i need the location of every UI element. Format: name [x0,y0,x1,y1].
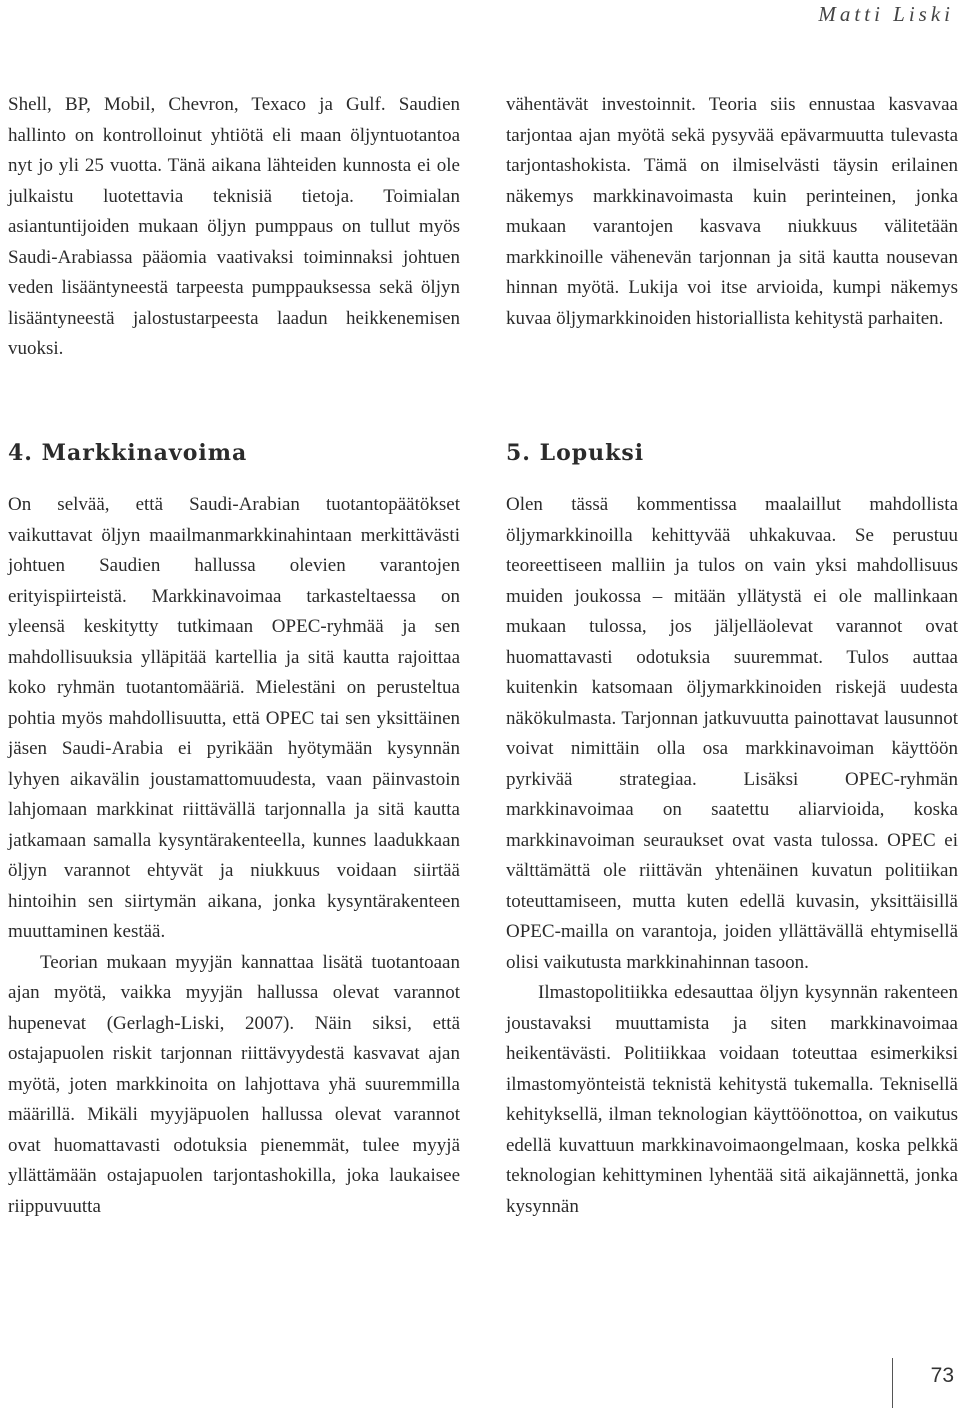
lopuksi-paragraph-2: Ilmastopolitiikka edesauttaa öljyn kysynnän rakenteen joustavaksi muuttamista ja siten markkinavoimaa heikentävästi. Politiikkaa voidaan toteuttaa esimerkiksi ilmastomyönteistä teknistä kehitystä tukemalla. Teknisellä kehityksellä, ilman teknologian käyttöönottoa, on vaikutus edellä kuvattuun markkinavoimaongelmaan, koska pelkkä teknologian kehittyminen lyhentää sitä aikajännettä, jonka kysynnän [506,982,958,1217]
section-heading-markkinavoima: 4. Markkinavoima [8,440,248,466]
left-column [8,90,460,1217]
section-body-lopuksi [506,490,958,1222]
left-top-paragraph: Shell, BP, Mobil, Chevron, Texaco ja Gulf. Saudien hallinto on kontrolloinut yhtiötä eli maan öljyntuotantoa nyt jo yli 25 vuotta. Tänä aikana lähteiden kunnosta ei ole julkaistu luotettavia teknisiä tietoja. Toimialan asiantuntijoiden mukaan öljyn pumppaus on tullut myös Saudi-Arabiassa pääomia vaativaksi toiminnaksi johtuen veden lisääntyneestä tarpeesta pumppauksessa sekä öljyn lisääntyneestä jalostustarpeesta laadun heikkenemisen vuoksi. [8,94,460,359]
running-head-author: Matti Liski [818,2,954,26]
markkinavoima-paragraph-1: On selvää, että Saudi-Arabian tuotantopäätökset vaikuttavat öljyn maailmanmarkkinahintaan merkittävästi johtuen Saudien hallussa olevien varantojen erityispiirteistä. Markkinavoimaa tarkasteltaessa on yleensä keskitytty tutkimaan OPEC-ryhmää ja sen mahdollisuuksia ylläpitää kartellia ja sitä kautta rajoittaa koko ryhmän tuotantomääriä. Mielestäni on perusteltua pohtia myös mahdollisuutta, että OPEC tai sen yksittäinen jäsen Saudi-Arabia ei pyrikään hyötymään kysynnän lyhyen aikavälin joustamattomuudesta, vaan päinvastoin lahjomaan markkinat riittävällä tarjonnalla ja sitä kautta jatkamaan samalla kysyntärakenteella, kunnes laadukkaan öljyn varannot ehtyvät ja niukkuus voidaan siirtää hintoihin sen siirtymän aikana, jonka kysyntärakenteen muuttaminen kestää. [8,494,460,942]
right-column [506,90,958,1217]
right-top-paragraph: vähentävät investoinnit. Teoria siis ennustaa kasvavaa tarjontaa ajan myötä sekä pysyvää epävarmuutta tulevasta tarjontashokista. Tämä on ilmiselvästi täysin erilainen näkemys markkinavoimasta kuin perinteinen, jonka mukaan varantojen kasvava niukkuus välitetään markkinoille vähenevän tarjonnan ja sitä kautta nousevan hinnan myötä. Lukija voi itse arvioida, kumpi näkemys kuvaa öljymarkkinoiden historiallista kehitystä parhaiten. [506,94,958,329]
page-number: 73 [930,1364,954,1387]
section-heading-lopuksi: 5. Lopuksi [506,440,645,466]
lopuksi-paragraph-1: Olen tässä kommentissa maalaillut mahdollista öljymarkkinoilla kehittyvää uhkakuvaa. Se perustuu teoreettiseen malliin ja tulos on vain yksi mahdollisuus muiden joukossa – mitään yllätystä ei ole mallinkaan mukaan tulossa, jos jäljelläolevat varannot ovat huomattavasti odotuksia suuremmat. Tulos auttaa kuitenkin katsomaan öljymarkkinoiden riskejä uudesta näkökulmasta. Tarjonnan jatkuvuutta painottavat lausunnot voivat nimittäin olla osa markkinavoiman käyttöön pyrkivää strategiaa. Lisäksi OPEC-ryhmän markkinavoimaa on saatettu aliarvioida, koska markkinavoiman seuraukset ovat vasta tulossa. OPEC ei välttämättä ole riittävän yhtenäinen kuvatun politiikan toteuttamiseen, mutta kuten edellä kuvasin, yksittäisillä OPEC-mailla on varantoja, joiden yllättävällä ehtymisellä olisi vaikutusta markkinahinnan tasoon. [506,494,958,973]
markkinavoima-paragraph-2: Teorian mukaan myyjän kannattaa lisätä tuotantoaan ajan myötä, vaikka myyjän hallussa olevat varannot hupenevat (Gerlagh-Liski, 2007). Näin siksi, että ostajapuolen riskit tarjonnan riittävyydestä kasvavat ajan myötä, joten markkinoita on lahjottava yhä suuremmilla määrillä. Mikäli myyjäpuolen hallussa olevat varannot ovat huomattavasti odotuksia pienemmät, tulee myyjä yllättämään ostajapuolen tarjontashokilla, joka laukaisee riippuvuutta [8,951,460,1217]
section-body-markkinavoima [8,490,460,1222]
page-number-rule [892,1358,893,1408]
